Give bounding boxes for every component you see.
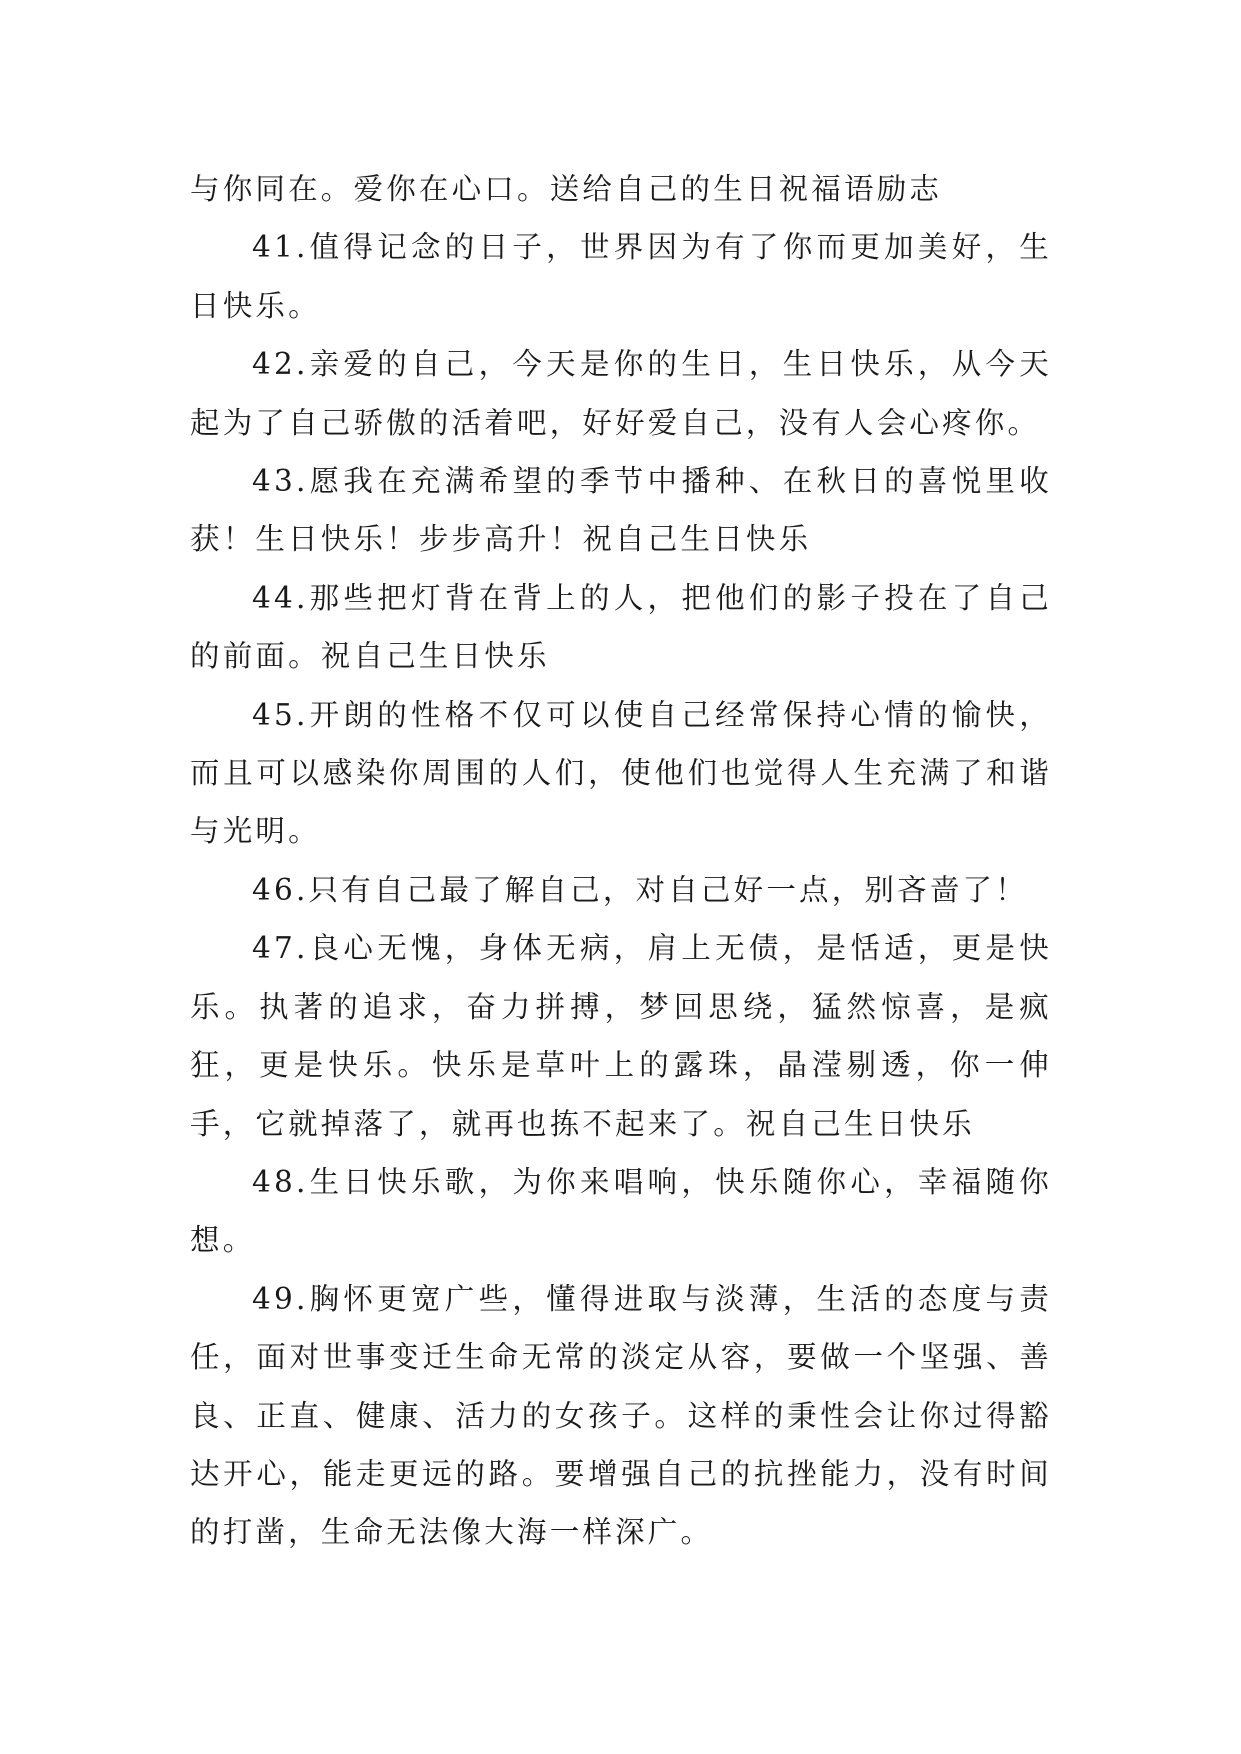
paragraph-item-44: 44.那些把灯背在背上的人，把他们的影子投在了自己的前面。祝自己生日快乐 <box>190 580 1052 674</box>
paragraph-item-41: 41.值得记念的日子，世界因为有了你而更加美好，生日快乐。 <box>190 230 1052 323</box>
paragraph-item-49: 49.胸怀更宽广些，懂得进取与淡薄，生活的态度与责任，面对世事变迁生命无常的淡定从容，要做一个坚强、善良、正直、健康、活力的女孩子。这样的秉性会让你过得豁达开心，能走更远的路。要增强自己的抗挫能力，没有时间的打凿，生命无法像大海一样深广。 <box>190 1281 1052 1550</box>
paragraph-item-48: 48.生日快乐歌，为你来唱响，快乐随你心，幸福随你想。 <box>190 1164 1052 1258</box>
paragraph-continuation: 与你同在。爱你在心口。送给自己的生日祝福语励志 <box>190 172 943 206</box>
paragraph-item-47: 47.良心无愧，身体无病，肩上无债，是恬适，更是快乐。执著的追求，奋力拼搏，梦回思绕，猛然惊喜，是疯狂，更是快乐。快乐是草叶上的露珠，晶滢剔透，你一伸手，它就掉落了，就再也拣不起来了。祝自己生日快乐 <box>190 931 1052 1141</box>
document-body <box>190 160 1052 1562</box>
paragraph-item-42: 42.亲爱的自己，今天是你的生日，生日快乐，从今天起为了自己骄傲的活着吧，好好爱自己，没有人会心疼你。 <box>190 347 1052 440</box>
paragraph-item-43: 43.愿我在充满希望的季节中播种、在秋日的喜悦里收获！生日快乐！步步高升！祝自己生日快乐 <box>190 464 1052 557</box>
paragraph-item-46: 46.只有自己最了解自己，对自己好一点，别吝啬了！ <box>252 872 1028 907</box>
paragraph-item-45: 45.开朗的性格不仅可以使自己经常保持心情的愉快，而且可以感染你周围的人们，使他们也觉得人生充满了和谐与光明。 <box>190 697 1052 849</box>
